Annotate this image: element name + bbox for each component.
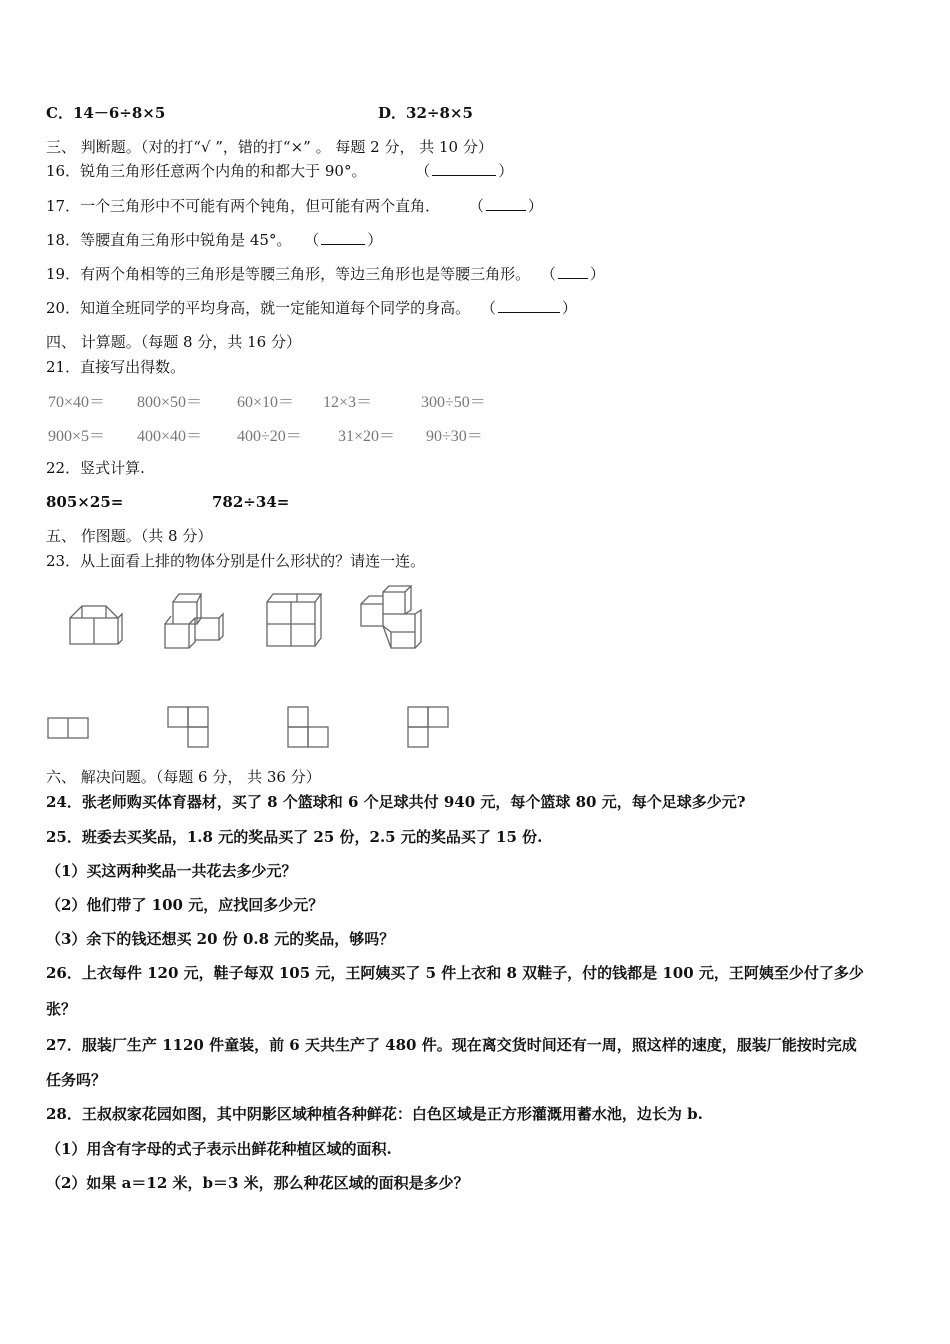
cube-figure-4[interactable]: [357, 582, 427, 650]
calc-item: 400×40＝: [137, 428, 203, 445]
calc-item: 60×10＝: [237, 394, 295, 411]
question-17: [46, 196, 543, 216]
question-22: 22．竖式计算.: [46, 459, 145, 477]
cube-figure-3[interactable]: [263, 590, 325, 650]
section4-header: 四、 计算题。（每题 8 分，共 16 分）: [46, 333, 301, 351]
question-26-cont: 张？: [46, 1000, 77, 1018]
calc-item: 300÷50＝: [421, 394, 486, 411]
question-27: 27．服装厂生产 1120 件童装，前 6 天共生产了 480 件。现在离交货时间还有一周，照这样的速度，服装厂能按时完成: [46, 1036, 857, 1054]
question-27-cont: 任务吗？: [46, 1071, 107, 1089]
cube-figure-2[interactable]: [161, 588, 227, 652]
question-16-text: 16．锐角三角形任意两个内角的和都大于 90°。: [46, 162, 367, 180]
top-view-2[interactable]: [166, 705, 210, 749]
section6-header: 六、 解决问题。（每题 6 分， 共 36 分）: [46, 768, 321, 786]
option-d: D．32÷8×5: [378, 104, 473, 122]
question-23: 23．从上面看上排的物体分别是什么形状的？请连一连。: [46, 552, 426, 570]
question-26: 26．上衣每件 120 元，鞋子每双 105 元，王阿姨买了 5 件上衣和 8 双鞋子，付的钱都是 100 元，王阿姨至少付了多少: [46, 964, 864, 982]
question-21: 21．直接写出得数。: [46, 358, 186, 376]
question-25-3: （3）余下的钱还想买 20 份 0.8 元的奖品，够吗？: [46, 930, 395, 948]
question-16: [46, 161, 513, 181]
question-22a: 805×25=: [46, 493, 124, 511]
question-17-text: 17．一个三角形中不可能有两个钝角，但可能有两个直角．: [46, 197, 441, 215]
question-20: [46, 298, 577, 318]
section5-header: 五、 作图题。（共 8 分）: [46, 527, 213, 545]
answer-blank-20[interactable]: （ ）: [480, 299, 577, 317]
question-28: 28．王叔叔家花园如图，其中阴影区域种植各种鲜花：白色区域是正方形灌溉用蓄水池，边长为 b.: [46, 1105, 703, 1123]
section3-header: 三、 判断题。（对的打“√ ”，错的打“×” 。 每题 2 分， 共 10 分）: [46, 138, 493, 156]
answer-blank-19[interactable]: （ ）: [540, 265, 605, 283]
calc-item: 31×20＝: [338, 428, 396, 445]
question-18: [46, 230, 382, 250]
calc-item: 800×50＝: [137, 394, 203, 411]
question-28-2: （2）如果 a＝12 米，b＝3 米，那么种花区域的面积是多少？: [46, 1174, 469, 1192]
question-19-text: 19．有两个角相等的三角形是等腰三角形，等边三角形也是等腰三角形。: [46, 265, 531, 283]
calc-item: 12×3＝: [323, 394, 373, 411]
answer-blank-16[interactable]: （ ）: [415, 162, 514, 180]
top-view-3[interactable]: [286, 705, 330, 749]
question-19: [46, 264, 605, 284]
cube-figure-1[interactable]: [66, 600, 126, 648]
calc-item: 70×40＝: [48, 394, 106, 411]
answer-blank-17[interactable]: （ ）: [468, 197, 543, 215]
question-25: 25．班委去买奖品，1.8 元的奖品买了 25 份，2.5 元的奖品买了 15 份.: [46, 828, 543, 846]
question-22b: 782÷34=: [212, 493, 290, 511]
question-24: 24．张老师购买体育器材，买了 8 个篮球和 6 个足球共付 940 元，每个篮球 80 元，每个足球多少元?: [46, 793, 746, 811]
option-c: C．14－6÷8×5: [46, 104, 166, 122]
question-25-1: （1）买这两种奖品一共花去多少元？: [46, 862, 297, 880]
question-18-text: 18．等腰直角三角形中锐角是 45°。: [46, 231, 292, 249]
top-view-1[interactable]: [47, 715, 91, 741]
question-20-text: 20．知道全班同学的平均身高，就一定能知道每个同学的身高。: [46, 299, 471, 317]
calc-item: 400÷20＝: [237, 428, 302, 445]
calc-item: 90÷30＝: [426, 428, 483, 445]
question-28-1: （1）用含有字母的式子表示出鲜花种植区域的面积.: [46, 1140, 392, 1158]
calc-item: 900×5＝: [48, 428, 106, 445]
top-view-4[interactable]: [406, 705, 450, 749]
answer-blank-18[interactable]: （ ）: [304, 231, 383, 249]
question-25-2: （2）他们带了 100 元，应找回多少元？: [46, 896, 324, 914]
